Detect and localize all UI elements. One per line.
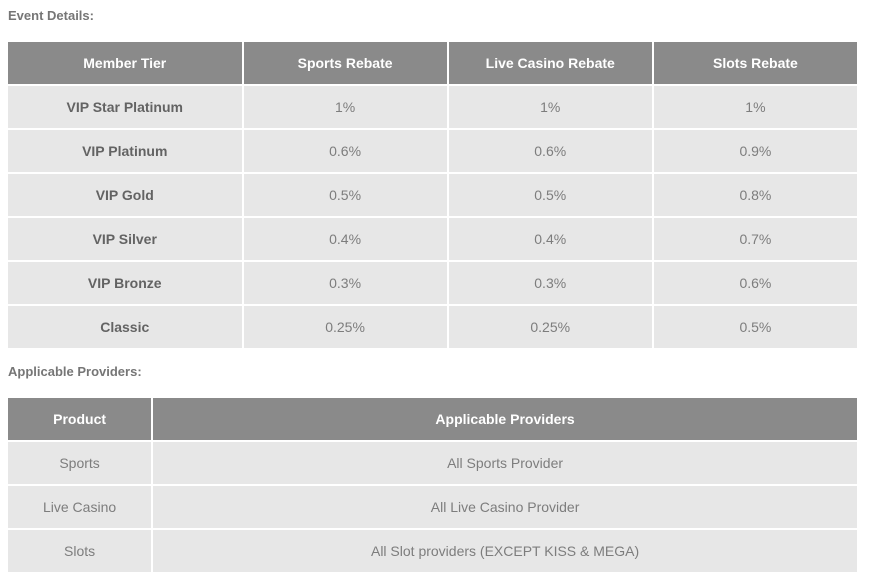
sports-rebate-cell: 1% [244, 86, 447, 128]
applicable-providers-label: Applicable Providers: [8, 364, 142, 379]
slots-rebate-cell: 0.7% [654, 218, 857, 260]
header-applicable-providers: Applicable Providers [153, 398, 857, 440]
header-member-tier: Member Tier [8, 42, 242, 84]
live-casino-rebate-cell: 0.6% [449, 130, 652, 172]
table-row [8, 174, 857, 216]
tier-cell: Classic [8, 306, 242, 348]
sports-rebate-cell: 0.5% [244, 174, 447, 216]
table-row [8, 530, 857, 572]
product-cell: Sports [8, 442, 151, 484]
tier-cell: VIP Star Platinum [8, 86, 242, 128]
tier-cell: VIP Bronze [8, 262, 242, 304]
table-row [8, 262, 857, 304]
rebate-table [6, 40, 859, 350]
header-product: Product [8, 398, 151, 440]
product-cell: Live Casino [8, 486, 151, 528]
table-row [8, 218, 857, 260]
table-row [8, 130, 857, 172]
header-slots-rebate: Slots Rebate [654, 42, 857, 84]
table-row [8, 86, 857, 128]
sports-rebate-cell: 0.4% [244, 218, 447, 260]
slots-rebate-cell: 0.8% [654, 174, 857, 216]
event-details-label: Event Details: [8, 8, 94, 23]
table-row [8, 442, 857, 484]
product-cell: Slots [8, 530, 151, 572]
tier-cell: VIP Silver [8, 218, 242, 260]
sports-rebate-cell: 0.6% [244, 130, 447, 172]
tier-cell: VIP Platinum [8, 130, 242, 172]
live-casino-rebate-cell: 1% [449, 86, 652, 128]
slots-rebate-cell: 0.5% [654, 306, 857, 348]
slots-rebate-cell: 1% [654, 86, 857, 128]
live-casino-rebate-cell: 0.5% [449, 174, 652, 216]
providers-table [6, 396, 859, 574]
tier-cell: VIP Gold [8, 174, 242, 216]
live-casino-rebate-cell: 0.3% [449, 262, 652, 304]
sports-rebate-cell: 0.25% [244, 306, 447, 348]
table-header-row [8, 398, 857, 440]
table-row [8, 486, 857, 528]
header-live-casino-rebate: Live Casino Rebate [449, 42, 652, 84]
table-row [8, 306, 857, 348]
header-sports-rebate: Sports Rebate [244, 42, 447, 84]
providers-cell: All Sports Provider [153, 442, 857, 484]
providers-cell: All Live Casino Provider [153, 486, 857, 528]
live-casino-rebate-cell: 0.25% [449, 306, 652, 348]
providers-cell: All Slot providers (EXCEPT KISS & MEGA) [153, 530, 857, 572]
slots-rebate-cell: 0.9% [654, 130, 857, 172]
slots-rebate-cell: 0.6% [654, 262, 857, 304]
live-casino-rebate-cell: 0.4% [449, 218, 652, 260]
sports-rebate-cell: 0.3% [244, 262, 447, 304]
table-header-row [8, 42, 857, 84]
